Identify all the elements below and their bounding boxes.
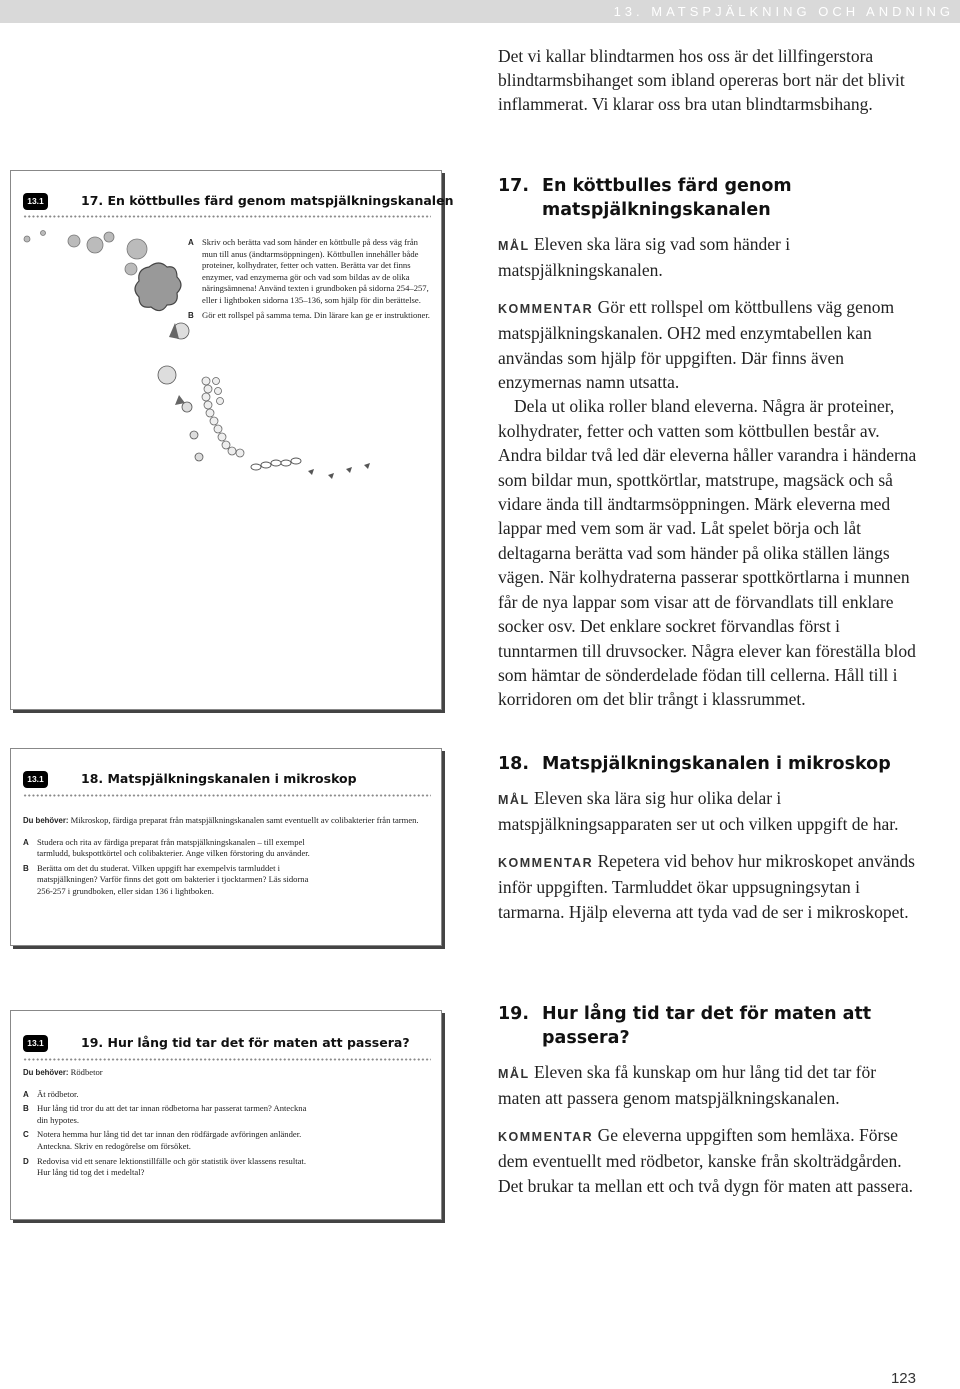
worksheet-item: [188, 237, 433, 307]
worksheet-17: [10, 170, 454, 710]
section-body: [498, 786, 922, 924]
worksheet-title: 19. Hur lång tid tar det för maten att passera?: [81, 1035, 410, 1050]
intestine-chain-illustration: [196, 371, 376, 491]
worksheet-badge: 13.1: [23, 1035, 48, 1052]
worksheet-item: [23, 1089, 313, 1101]
worksheet-item: [23, 863, 323, 898]
teacher-section-17: [498, 174, 922, 712]
comment-paragraph: [498, 849, 922, 924]
item-letter: A: [188, 238, 194, 247]
worksheet-badge: 13.1: [23, 771, 48, 788]
item-letter: D: [23, 1156, 29, 1166]
item-text: Berätta om det du studerat. Vilken uppgift har exempelvis tarmluddet i matspjälkningen? Varför finns det gott om bakterier i tjocktarmen? Läs sidorna 256-257 i grundboken, eller sidan 136 i lightboken.: [37, 862, 309, 896]
body-paragraph: Dela ut olika roller bland eleverna. Några är proteiner, kolhydrater, fetter och vatten som köttbullen består av. Andra bildar två led där eleverna håller varandra i händerna som bildar mun, spottkörtlar, matstrupe, magsäck och så vidare ända till ändtarmsöppningen. Märk eleverna med lappar med vem som är vad. Låt spelet börja och låt deltagarna berätta vad som händer på olika ställen längs vägen. När kolhydraterna passerar spottkörtlarna i munnen får de nya lappar som visar att de förvandlats till enklare socker osv. Det enklare sockret förvandlas först i tunntarmen till druvsocker. Några elever kan föreställa blod som hämtar de sönderdelade födan till cellerna. Håll till i korridoren om det blir trångt i klassrummet.: [498, 396, 917, 710]
goal-label: MÅL: [498, 239, 530, 253]
worksheet-title: 18. Matspjälkningskanalen i mikroskop: [81, 771, 357, 786]
worksheet-header: [23, 1011, 431, 1061]
item-letter: B: [23, 1104, 29, 1114]
comment-paragraph: [498, 1123, 922, 1198]
goal-text: Eleven ska lära sig hur olika delar i matspjälkningsapparaten ser ut och vilken uppgift de har.: [498, 788, 899, 835]
worksheet-badge: 13.1: [23, 193, 48, 210]
dotted-divider: [23, 215, 431, 218]
page-number: 123: [890, 1370, 916, 1387]
worksheet-item: [23, 1103, 313, 1126]
comment-text: Repetera vid behov hur mikroskopet används inför uppgiften. Tarmluddet ökar uppsugningsytan i tarmarna. Hjälp eleverna att tyda vad de ser i mikroskopet.: [498, 850, 915, 922]
goal-text: Eleven ska få kunskap om hur lång tid det tar för maten att passera genom matspjälkningskanalen.: [498, 1062, 877, 1109]
item-letter: A: [23, 837, 29, 847]
section-number: 19.: [498, 1004, 530, 1024]
worksheet-item: [23, 1156, 313, 1179]
section-body: [498, 1060, 922, 1198]
comment-label: KOMMENTAR: [498, 855, 594, 870]
dotted-divider: [23, 794, 431, 797]
goal-paragraph: [498, 1060, 922, 1111]
needs-text: Mikroskop, färdiga preparat från matspjälkningskanalen samt eventuellt av colibakterier från tarmen.: [70, 815, 419, 825]
section-number: 17.: [498, 176, 530, 196]
section-title: [498, 752, 922, 776]
section-title: [498, 174, 922, 222]
worksheet-instructions: [188, 237, 433, 324]
running-header: [0, 0, 960, 23]
worksheet-item: [23, 837, 323, 860]
worksheet-header: [23, 171, 454, 221]
item-text: Ät rödbetor.: [37, 1088, 79, 1099]
comment-text: Gör ett rollspel om köttbullens väg genom matspjälkningskanalen. OH2 med enzymtabellen kan användas som hjälp för uppgiften. Där finns även enzymernas namn utsatta.: [498, 296, 895, 393]
goal-label: MÅL: [498, 793, 530, 807]
item-text: Studera och rita av färdiga preparat från matspjälkningskanalen – till exempel tarmludd, bukspottkörtel och colibakterier. Ange vilken förstoring du använder.: [37, 836, 310, 859]
goal-text: Eleven ska lära sig vad som händer i matspjälkningskanalen.: [498, 234, 791, 281]
needs-label: Du behöver:: [23, 816, 69, 825]
item-letter: B: [23, 863, 29, 873]
item-letter: C: [23, 1130, 29, 1140]
meatball-journey-illustration: [19, 227, 209, 487]
worksheet-item: [188, 310, 433, 322]
section-heading: En köttbulles färd genom matspjälkningskanalen: [542, 176, 792, 220]
intro-paragraph: Det vi kallar blindtarmen hos oss är det lillfingerstora blindtarmsbihanget som ibland opereras bort när det blivit inflammerat. Vi klarar oss bra utan blindtarmsbihang.: [498, 46, 905, 114]
worksheet-title: 17. En köttbulles färd genom matspjälkningskanalen: [81, 193, 454, 208]
item-letter: B: [188, 310, 194, 320]
worksheet-needs: [23, 1067, 433, 1079]
worksheet-instructions: [23, 815, 433, 901]
item-text: Hur lång tid tror du att det tar innan rödbetorna har passerat tarmen? Anteckna din hypotes.: [37, 1103, 307, 1125]
goal-paragraph: [498, 786, 922, 837]
needs-text: Rödbetor: [70, 1067, 103, 1077]
section-body: [498, 232, 922, 712]
item-text: Gör ett rollspel på samma tema. Din lärare kan ge er instruktioner.: [202, 309, 430, 320]
comment-label: KOMMENTAR: [498, 1129, 594, 1144]
worksheet-19: [10, 1010, 442, 1220]
item-text: Notera hemma hur lång tid det tar innan den rödfärgade avföringen anländer. Anteckna. Skriv en redogörelse om försöket.: [37, 1129, 302, 1151]
section-heading: Matspjälkningskanalen i mikroskop: [542, 754, 891, 774]
item-text: Redovisa vid ett senare lektionstillfälle och gör statistik över klassens resultat. Hur lång tid tog det i medeltal?: [37, 1155, 306, 1178]
worksheet-instructions: [23, 1067, 433, 1182]
worksheet-18: [10, 748, 442, 946]
comment-label: KOMMENTAR: [498, 301, 594, 316]
item-letter: A: [23, 1089, 29, 1099]
dotted-divider: [23, 1058, 431, 1061]
goal-paragraph: [498, 232, 922, 283]
needs-label: Du behöver:: [23, 1068, 69, 1077]
worksheet-needs: [23, 815, 433, 827]
goal-label: MÅL: [498, 1067, 530, 1081]
section-title: [498, 1002, 922, 1050]
section-number: 18.: [498, 754, 530, 774]
comment-paragraph: [498, 295, 922, 395]
comment-text: Ge eleverna uppgiften som hemläxa. Förse dem eventuellt med rödbetor, kanske från skolträdgården. Det brukar ta mellan ett och två dygn för maten att passera.: [498, 1124, 913, 1196]
teacher-section-18: [498, 752, 922, 924]
section-heading: Hur lång tid tar det för maten att passera?: [542, 1004, 872, 1048]
worksheet-item: [23, 1129, 313, 1152]
worksheet-header: [23, 749, 431, 799]
running-header-title: 13. MATSPJÄLKNING OCH ANDNING: [613, 4, 954, 19]
teacher-section-19: [498, 1002, 922, 1198]
meatball-icon: [135, 263, 181, 311]
item-text: Skriv och berätta vad som händer en köttbulle på dess väg från mun till anus (ändtarmsöppningen). Köttbullen innehåller både proteiner, kolhydrater, fetter och vatten. Berätta var det finns enzymer, vad enzymerna gör och vad som bildas av de olika näringsämnena! Använd texten i grundboken på sidorna 254–257, eller i lightboken sidorna 135–136, som hjälp för din berättelse.: [202, 237, 429, 305]
